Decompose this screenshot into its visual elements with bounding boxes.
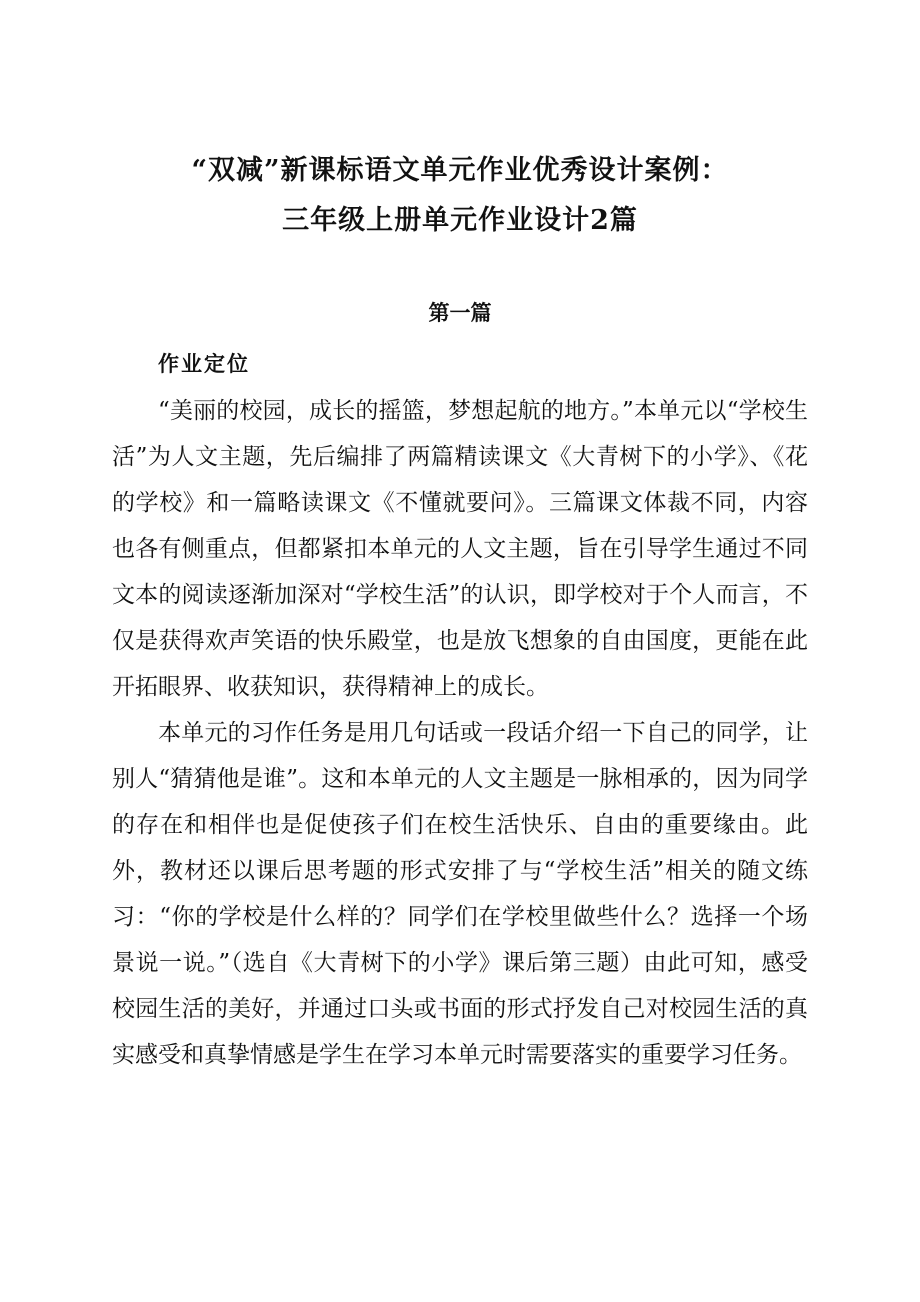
document-title-line-2: 三年级上册单元作业设计2篇 bbox=[282, 205, 638, 236]
paragraph-1: “美丽的校园，成长的摇篮，梦想起航的地方。”本单元以“学校生活”为人文主题，先后编排了两篇精读课文《大青树下的小学》、《花的学校》和一篇略读课文《不懂就要问》。三篇课文体裁不同，内容也各有侧重点，但都紧扣本单元的人文主题，旨在引导学生通过不同文本的阅读逐渐加深对“学校生活”的认识，即学校对于个人而言，不仅是获得欢声笑语的快乐殿堂，也是放飞想象的自由国度，更能在此开拓眼界、收获知识，获得精神上的成长。 bbox=[112, 398, 808, 700]
section-title: 第一篇 bbox=[428, 300, 492, 325]
subheading: 作业定位 bbox=[158, 351, 250, 376]
paragraph-2: 本单元的习作任务是用几句话或一段话介绍一下自己的同学，让别人“猜猜他是谁”。这和本单元的人文主题是一脉相承的，因为同学的存在和相伴也是促使孩子们在校生活快乐、自由的重要缘由。此外，教材还以课后思考题的形式安排了与“学校生活”相关的随文练习：“你的学校是什么样的？同学们在学校里做些什么？选择一个场景说一说。”（选自《大青树下的小学》课后第三题）由此可知，感受校园生活的美好，并通过口头或书面的形式抒发自己对校园生活的真实感受和真挚情感是学生在学习本单元时需要落实的重要学习任务。 bbox=[112, 720, 808, 1068]
document-title-line-1: “双减”新课标语文单元作业优秀设计案例： bbox=[191, 155, 729, 186]
